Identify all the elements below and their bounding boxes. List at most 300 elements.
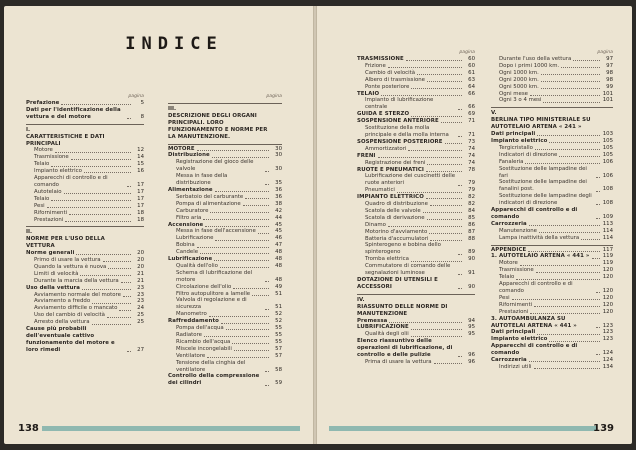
toc-entry-page: 8 — [140, 113, 144, 120]
toc-entry-page: 85 — [468, 214, 475, 221]
toc-column-3 — [357, 50, 475, 369]
toc-entry — [168, 159, 282, 173]
toc-entry-page: 114 — [602, 227, 613, 234]
toc-entry-title: Dati principali — [491, 131, 536, 138]
toc-entry-title: Messa in fase dell'accensione — [176, 228, 256, 235]
toc-entry — [26, 278, 144, 285]
toc-entry-title: Ricambio dell'acqua — [176, 338, 231, 345]
toc-entry-page: 119 — [602, 260, 613, 267]
toc-entry — [491, 267, 613, 274]
page-column-label: pagina — [266, 94, 282, 99]
toc-entry-title: Registrazione dei freni — [365, 159, 426, 166]
toc-section — [26, 124, 144, 224]
toc-entry-title: LUBRIFICAZIONE — [357, 324, 409, 331]
toc-entry-title: Tromba elettrica — [365, 256, 409, 263]
toc-entry-title: Sostituzione delle lampadine dei fanalini post. — [499, 179, 587, 193]
section-number: III. — [168, 106, 177, 112]
toc-entry-page: 45 — [275, 221, 282, 228]
toc-entry — [357, 118, 475, 125]
toc-entry — [357, 111, 475, 118]
toc-entry-title: Circolazione dell'olio — [176, 283, 232, 290]
page-column-label: pagina — [128, 94, 144, 99]
toc-entry-page: 30 — [275, 145, 282, 152]
toc-entry-title: Impianto di lubrificazione centrale — [365, 97, 434, 111]
toc-entry — [491, 91, 613, 98]
toc-entry-page: 55 — [275, 332, 282, 338]
toc-entry-page: 36 — [275, 186, 282, 193]
toc-entry-title: Telaio — [34, 161, 50, 168]
toc-entry-page: 88 — [468, 235, 475, 242]
toc-entry — [168, 373, 282, 387]
toc-entry-page: 48 — [275, 249, 282, 256]
toc-entry-title: Avviamento difficile o mancato — [34, 305, 118, 312]
toc-entry-page: 74 — [468, 152, 475, 159]
toc-entry — [491, 56, 613, 63]
toc-entry-title: Ammortizzatori — [365, 145, 407, 152]
toc-entry-title: 1. AUTOTELAIO ARTENA « 441 » — [491, 253, 590, 260]
toc-entry-page: 120 — [602, 301, 613, 308]
toc-entry — [491, 70, 613, 77]
toc-entry-page: 61 — [468, 69, 475, 76]
toc-entry-title: Quando la vettura è nuova — [34, 263, 107, 270]
toc-entry — [26, 292, 144, 299]
toc-column-4 — [491, 50, 613, 374]
toc-section — [26, 226, 144, 353]
toc-entry-title: Telaio — [499, 274, 515, 281]
toc-entry-page: 74 — [468, 159, 475, 166]
toc-entry — [491, 364, 613, 371]
toc-entry-title: Filtro autopulitore a lamelle — [176, 290, 251, 297]
toc-entry — [491, 253, 613, 260]
toc-entry — [168, 360, 282, 374]
toc-entry-title: Accensione — [168, 221, 204, 228]
toc-entry — [491, 281, 613, 295]
toc-entry — [357, 229, 475, 236]
toc-entry-page: 82 — [468, 194, 475, 201]
section-divider — [26, 226, 144, 227]
toc-entry-title: Radiatore — [176, 332, 202, 338]
toc-entry-page: 20 — [137, 263, 144, 270]
toc-entry — [26, 100, 144, 107]
toc-entry-page: 89 — [468, 249, 475, 256]
toc-entry-title: GUIDA E STERZO — [357, 111, 410, 118]
toc-entry-page: 17 — [137, 195, 144, 202]
toc-entry-title: Indirizzi utili — [499, 363, 532, 370]
toc-entry-title: Arresto della vettura — [34, 319, 90, 326]
toc-entry-page: 18 — [137, 209, 144, 216]
toc-entry — [491, 221, 613, 228]
toc-entry-page: 57 — [275, 345, 282, 352]
toc-entry — [26, 168, 144, 175]
toc-entry-title: Autotelaio — [34, 188, 62, 195]
section-divider — [491, 107, 613, 108]
toc-entry-page: 5 — [140, 100, 144, 106]
toc-entry — [168, 201, 282, 208]
toc-entry-title: Pneumatici — [365, 187, 395, 194]
toc-entry-page: 101 — [602, 90, 613, 97]
toc-entry-title: Impianto elettrico — [34, 168, 82, 175]
toc-entry-page: 60 — [468, 56, 475, 62]
toc-entry-page: 36 — [275, 193, 282, 200]
toc-entry — [168, 311, 282, 318]
toc-entry — [357, 359, 475, 366]
toc-entry — [357, 331, 475, 338]
toc-entry-title: Dati per l'identificazione della vettura e del motore — [26, 106, 121, 120]
toc-entry — [491, 228, 613, 235]
toc-entry-page: 109 — [602, 213, 613, 220]
toc-entry — [357, 277, 475, 291]
toc-entry-page: 16 — [137, 168, 144, 175]
toc-entry — [357, 215, 475, 222]
toc-entry — [491, 274, 613, 281]
toc-entry-page: 64 — [468, 83, 475, 90]
toc-entry-title: DESCRIZIONE DEGLI ORGANI PRINCIPALI. LORO FUNZIONAMENTO E NORME PER LA MANUTENZIONE. — [168, 112, 268, 140]
toc-entry-title: Lubrificazione dei cuscinetti delle ruote anteriori — [365, 173, 456, 187]
toc-entry — [491, 159, 613, 166]
toc-entry-title: SOSPENSIONE ANTERIORE — [357, 118, 439, 125]
toc-entry-page: 124 — [602, 350, 613, 357]
toc-entry — [168, 222, 282, 229]
toc-entry-title: Scatola delle valvole — [365, 207, 421, 214]
toc-entry — [168, 339, 282, 346]
toc-entry-page: 98 — [606, 69, 613, 76]
toc-entry-title: 3. AUTOAMBULANZA SU AUTOTELAI ARTENA « 441 » — [491, 315, 577, 329]
toc-entry-title: Carrozzeria — [491, 357, 527, 364]
toc-entry-page: 124 — [602, 357, 613, 364]
toc-entry-title: Prestazioni — [34, 216, 64, 223]
toc-entry-page: 97 — [606, 62, 613, 69]
toc-entry — [168, 284, 282, 291]
toc-entry-title: Ponte posteriore — [365, 83, 410, 90]
toc-entry-title: Alimentazione — [168, 186, 213, 193]
toc-entry-title: Apparecchi di controllo e di comando — [499, 281, 573, 294]
toc-entry-title: Ventilatore — [176, 352, 206, 359]
toc-entry — [491, 131, 613, 138]
toc-entry-title: Ogni mese — [499, 90, 528, 97]
toc-entry — [491, 77, 613, 84]
toc-entry-page: 48 — [275, 262, 282, 269]
section-divider — [357, 294, 475, 295]
toc-entry-title: Miscele incongelabili — [176, 345, 232, 352]
toc-section — [491, 107, 613, 241]
toc-entry-title: Rifornimenti — [499, 301, 533, 308]
toc-entry-title: Motorino d'avviamento — [365, 228, 428, 235]
toc-entry — [168, 194, 282, 201]
toc-entry-title: Prima di usare la vettura — [365, 358, 432, 365]
toc-entry-title: Controllo della compressione dei cilindri — [168, 373, 260, 387]
toc-entry-title: Sostituzione della molla principale e della molla interna — [365, 125, 449, 138]
toc-entry-page: 71 — [468, 118, 475, 125]
toc-entry — [357, 318, 475, 325]
toc-entry — [357, 63, 475, 70]
toc-entry — [168, 208, 282, 215]
toc-entry — [357, 56, 475, 63]
toc-entry — [26, 250, 144, 257]
toc-entry-title: RUOTE E PNEUMATICI — [357, 166, 424, 173]
footer-band — [42, 426, 300, 431]
toc-entry-page: 82 — [468, 201, 475, 208]
toc-entry-title: Indicatori di direzione — [499, 151, 558, 158]
toc-entry-page: 51 — [275, 290, 282, 297]
toc-entry — [168, 270, 282, 284]
toc-entry-page: 86 — [468, 221, 475, 228]
toc-entry-title: Pesi — [34, 202, 45, 209]
toc-entry — [357, 84, 475, 91]
toc-entry — [357, 139, 475, 146]
toc-entry-page: 119 — [602, 253, 613, 260]
toc-entry — [491, 343, 613, 357]
toc-entry-title: Batteria d'accumulatori — [365, 235, 429, 242]
toc-entry-title: Ogni 5000 km. — [499, 83, 539, 90]
toc-entry-title: Durante l'uso della vettura — [499, 56, 572, 62]
toc-entry-page: 91 — [468, 270, 475, 277]
toc-entry-page: 120 — [602, 288, 613, 294]
toc-entry-page: 17 — [137, 202, 144, 209]
toc-entry-title: TELAIO — [357, 90, 380, 97]
toc-entry — [26, 298, 144, 305]
toc-entry — [168, 146, 282, 153]
toc-entry-title: Lampa inattività della vettura — [499, 234, 580, 241]
toc-entry — [357, 201, 475, 208]
toc-entry-page: 21 — [137, 270, 144, 277]
toc-entry — [491, 247, 613, 254]
toc-entry — [357, 91, 475, 98]
toc-entry-title: BERLINA TIPO MINISTERIALE SU AUTOTELAIO ARTENA « 241 » — [491, 117, 591, 131]
toc-entry-title: Candele — [176, 249, 199, 256]
toc-entry-page: 87 — [468, 228, 475, 235]
toc-entry — [491, 63, 613, 70]
toc-entry-title: Primo di usare la vettura — [34, 257, 101, 264]
toc-entry — [357, 70, 475, 77]
toc-section — [168, 103, 282, 141]
toc-entry — [168, 325, 282, 332]
toc-entry-title: Serbatoio del carburante — [176, 193, 244, 200]
toc-entry-page: 20 — [137, 257, 144, 264]
toc-entry-page: 30 — [275, 166, 282, 173]
toc-entry — [357, 125, 475, 139]
toc-entry-title: Apparecchi di controllo e di comando — [491, 343, 578, 357]
toc-entry-title: Avviamento normale del motore — [34, 291, 121, 298]
toc-entry-page: 103 — [602, 131, 613, 138]
toc-entry-page: 90 — [468, 256, 475, 263]
toc-entry-page: 25 — [137, 312, 144, 319]
toc-entry-page: 108 — [602, 200, 613, 207]
toc-entry-page: 96 — [468, 352, 475, 359]
toc-entry-title: Valvola di regolazione e di sicurezza — [176, 297, 247, 311]
toc-entry-page: 23 — [137, 291, 144, 298]
toc-entry-title: IMPIANTO ELETTRICO — [357, 194, 424, 201]
toc-entry-page: 117 — [602, 246, 613, 253]
toc-entry-page: 12 — [137, 147, 144, 154]
toc-entry-page: 108 — [602, 186, 613, 193]
toc-entry — [26, 326, 144, 354]
toc-entry-page: 120 — [602, 308, 613, 315]
section-divider — [491, 245, 613, 246]
toc-entry-title: Dinamo — [365, 221, 386, 228]
toc-entry-page: 113 — [602, 220, 613, 227]
toc-entry-title: Prestazioni — [499, 308, 529, 315]
toc-entry-page: 42 — [275, 207, 282, 214]
toc-entry-page: 15 — [137, 161, 144, 168]
toc-entry-page: 23 — [137, 298, 144, 305]
section-divider — [168, 144, 282, 145]
toc-entry — [26, 210, 144, 217]
toc-column-2 — [168, 94, 282, 390]
toc-entry-title: Ogni 3 o 4 mesi — [499, 97, 542, 104]
toc-entry-page: 66 — [468, 90, 475, 97]
toc-entry — [357, 242, 475, 256]
toc-section — [168, 144, 282, 388]
toc-entry-page: 69 — [468, 111, 475, 118]
toc-entry — [491, 97, 613, 104]
toc-section — [26, 100, 144, 121]
toc-entry-title: MOTORE — [168, 145, 195, 152]
toc-entry-title: Cause più probabili dell'eventuale cattivo funzionamento del motore e loro rimedi — [26, 326, 115, 353]
toc-entry — [357, 167, 475, 174]
toc-entry-title: Sostituzione delle lampadine degli indicatori di direzione — [499, 193, 592, 207]
toc-entry-page: 44 — [275, 214, 282, 221]
toc-entry — [357, 338, 475, 359]
toc-entry — [168, 173, 282, 187]
toc-entry — [26, 312, 144, 319]
toc-entry — [357, 263, 475, 277]
page-number-left: 138 — [18, 423, 39, 434]
toc-entry-page: 98 — [606, 76, 613, 83]
toc-entry-page: 18 — [137, 216, 144, 223]
toc-entry-title: Uso della vettura — [26, 284, 81, 291]
toc-entry-page: 47 — [275, 242, 282, 249]
toc-entry-title: APPENDICE — [491, 246, 527, 253]
toc-entry-page: 27 — [137, 346, 144, 353]
toc-entry-page: 59 — [275, 380, 282, 387]
toc-entry-page: 14 — [137, 154, 144, 161]
toc-entry-page: 120 — [602, 294, 613, 301]
toc-entry-title: RIASSUNTO DELLE NORME DI MANUTENZIONE — [357, 303, 448, 317]
toc-entry — [26, 161, 144, 168]
toc-entry-title: Quadro di distribuzione — [365, 201, 428, 208]
toc-entry — [26, 147, 144, 154]
toc-entry-title: Pompa dell'acqua — [176, 325, 224, 332]
toc-entry — [357, 256, 475, 263]
toc-entry-page: 97 — [606, 56, 613, 62]
toc-entry — [26, 271, 144, 278]
toc-entry — [168, 113, 282, 141]
toc-entry — [491, 336, 613, 343]
page-number-right: 139 — [593, 423, 614, 434]
toc-entry — [168, 353, 282, 360]
section-number: IV. — [357, 296, 365, 303]
toc-entry — [26, 189, 144, 196]
toc-entry — [357, 208, 475, 215]
toc-entry — [491, 179, 613, 193]
toc-entry-title: Dati principali — [491, 329, 536, 336]
toc-entry-title: Fanaleria — [499, 158, 524, 165]
toc-entry-page: 134 — [602, 363, 613, 370]
toc-entry-title: Albero di trasmissione — [365, 76, 426, 83]
toc-entry — [168, 263, 282, 270]
toc-entry-page: 49 — [275, 283, 282, 290]
toc-entry-title: Schema di lubrificazione del motore — [176, 269, 253, 283]
toc-entry-title: Durante la marcia della vettura — [34, 277, 119, 284]
toc-entry-title: Carrozzeria — [491, 220, 527, 227]
toc-entry — [168, 249, 282, 256]
toc-entry — [491, 235, 613, 242]
toc-entry — [491, 309, 613, 316]
toc-entry — [357, 97, 475, 111]
toc-entry — [26, 217, 144, 224]
toc-entry — [491, 145, 613, 152]
toc-entry — [357, 146, 475, 153]
toc-entry-title: Bobina — [176, 242, 195, 249]
toc-entry-title: Trasmissione — [499, 267, 534, 274]
toc-entry-title: Messa in fase della distribuzione — [176, 173, 228, 187]
toc-entry-title: Impianto elettrico — [491, 336, 548, 343]
toc-entry-title: Limiti di velocità — [34, 270, 79, 277]
toc-entry-page: 95 — [468, 324, 475, 331]
toc-entry-title: Uso del cambio di velocità — [34, 312, 105, 319]
section-number: II. — [26, 229, 33, 236]
toc-entry-page: 105 — [602, 151, 613, 158]
toc-entry-page: 96 — [468, 358, 475, 365]
toc-entry-title: Premessa — [357, 317, 388, 324]
toc-entry-page: 66 — [468, 104, 475, 111]
toc-entry — [491, 357, 613, 364]
toc-entry-title: Manutenzione — [499, 227, 537, 234]
toc-entry-page: 48 — [275, 256, 282, 263]
toc-entry — [26, 236, 144, 250]
toc-entry — [357, 153, 475, 160]
toc-entry-page: 71 — [468, 131, 475, 138]
page-column-label: pagina — [597, 50, 613, 55]
toc-entry — [168, 297, 282, 311]
toc-entry-title: Distribuzione — [168, 152, 210, 159]
toc-entry-title: Apparecchi di controllo e di comando — [491, 207, 578, 220]
toc-entry-page: 17 — [137, 181, 144, 188]
toc-entry-page: 120 — [602, 274, 613, 281]
toc-entry-page: 23 — [137, 284, 144, 291]
toc-entry-title: Avviamento a freddo — [34, 298, 91, 305]
toc-entry — [26, 107, 144, 121]
toc-entry-title: Raffreddamento — [168, 318, 219, 325]
toc-entry-page: 38 — [275, 200, 282, 207]
toc-entry-title: SOSPENSIONE POSTERIORE — [357, 138, 443, 145]
toc-entry-title: Commutatore di comando delle segnalazioni luminose — [365, 263, 451, 277]
toc-entry — [26, 196, 144, 203]
toc-entry-page: 55 — [275, 338, 282, 345]
toc-entry-title: Elenco riassuntivo delle operazioni di lubrificazione, di controllo e delle pulizie — [357, 338, 453, 359]
toc-entry — [26, 285, 144, 292]
toc-entry — [168, 332, 282, 339]
toc-section — [491, 56, 613, 104]
toc-entry-title: FRENI — [357, 152, 376, 159]
toc-entry-title: TRASMISSIONE — [357, 56, 404, 62]
toc-entry-title: Frizione — [365, 62, 386, 69]
toc-entry-page: 78 — [468, 166, 475, 173]
toc-entry — [491, 207, 613, 221]
toc-entry — [168, 242, 282, 249]
toc-entry — [491, 260, 613, 267]
toc-entry-page: 58 — [275, 366, 282, 373]
toc-entry-page: 51 — [275, 304, 282, 311]
toc-entry-title: Motore — [499, 260, 518, 267]
toc-entry-page: 123 — [602, 329, 613, 336]
toc-entry-title: Ogni 2000 km. — [499, 76, 539, 83]
right-page — [317, 6, 632, 444]
toc-entry — [491, 295, 613, 302]
toc-entry-page: 17 — [137, 188, 144, 195]
toc-entry-title: Pompa di alimentazione — [176, 200, 241, 207]
toc-entry-page: 48 — [275, 276, 282, 283]
